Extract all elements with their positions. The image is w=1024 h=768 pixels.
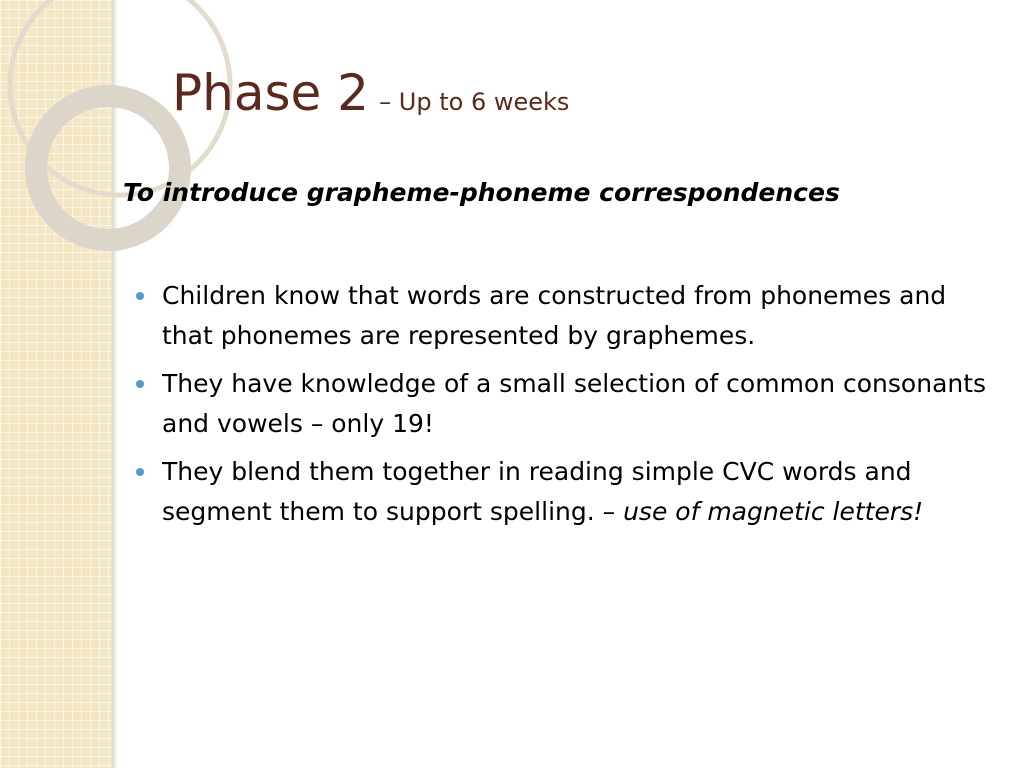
- slide-title: [172, 64, 570, 122]
- bullet-dot-icon: [136, 468, 144, 476]
- title-subtitle: – Up to 6 weeks: [379, 88, 570, 116]
- title-main: Phase 2: [172, 64, 369, 122]
- bullet-text: Children know that words are constructed from phonemes and that phonemes are represented by graphemes.: [162, 281, 947, 350]
- bullet-italic-text: use of magnetic letters!: [623, 497, 924, 526]
- bullet-item: [130, 452, 1000, 532]
- decorative-side-panel: [0, 0, 112, 768]
- bullet-item: [130, 364, 1000, 444]
- bullet-item: [130, 276, 1000, 356]
- bullet-dot-icon: [136, 292, 144, 300]
- bullet-text: They blend them together in reading simple CVC words and segment them to support spelling. –: [162, 457, 912, 526]
- bullet-dot-icon: [136, 380, 144, 388]
- subheading: To introduce grapheme-phoneme correspondences: [123, 178, 840, 207]
- bullet-list: [130, 276, 1000, 540]
- bullet-text: They have knowledge of a small selection of common consonants and vowels – only 19!: [162, 369, 987, 438]
- side-panel-shadow: [112, 0, 118, 768]
